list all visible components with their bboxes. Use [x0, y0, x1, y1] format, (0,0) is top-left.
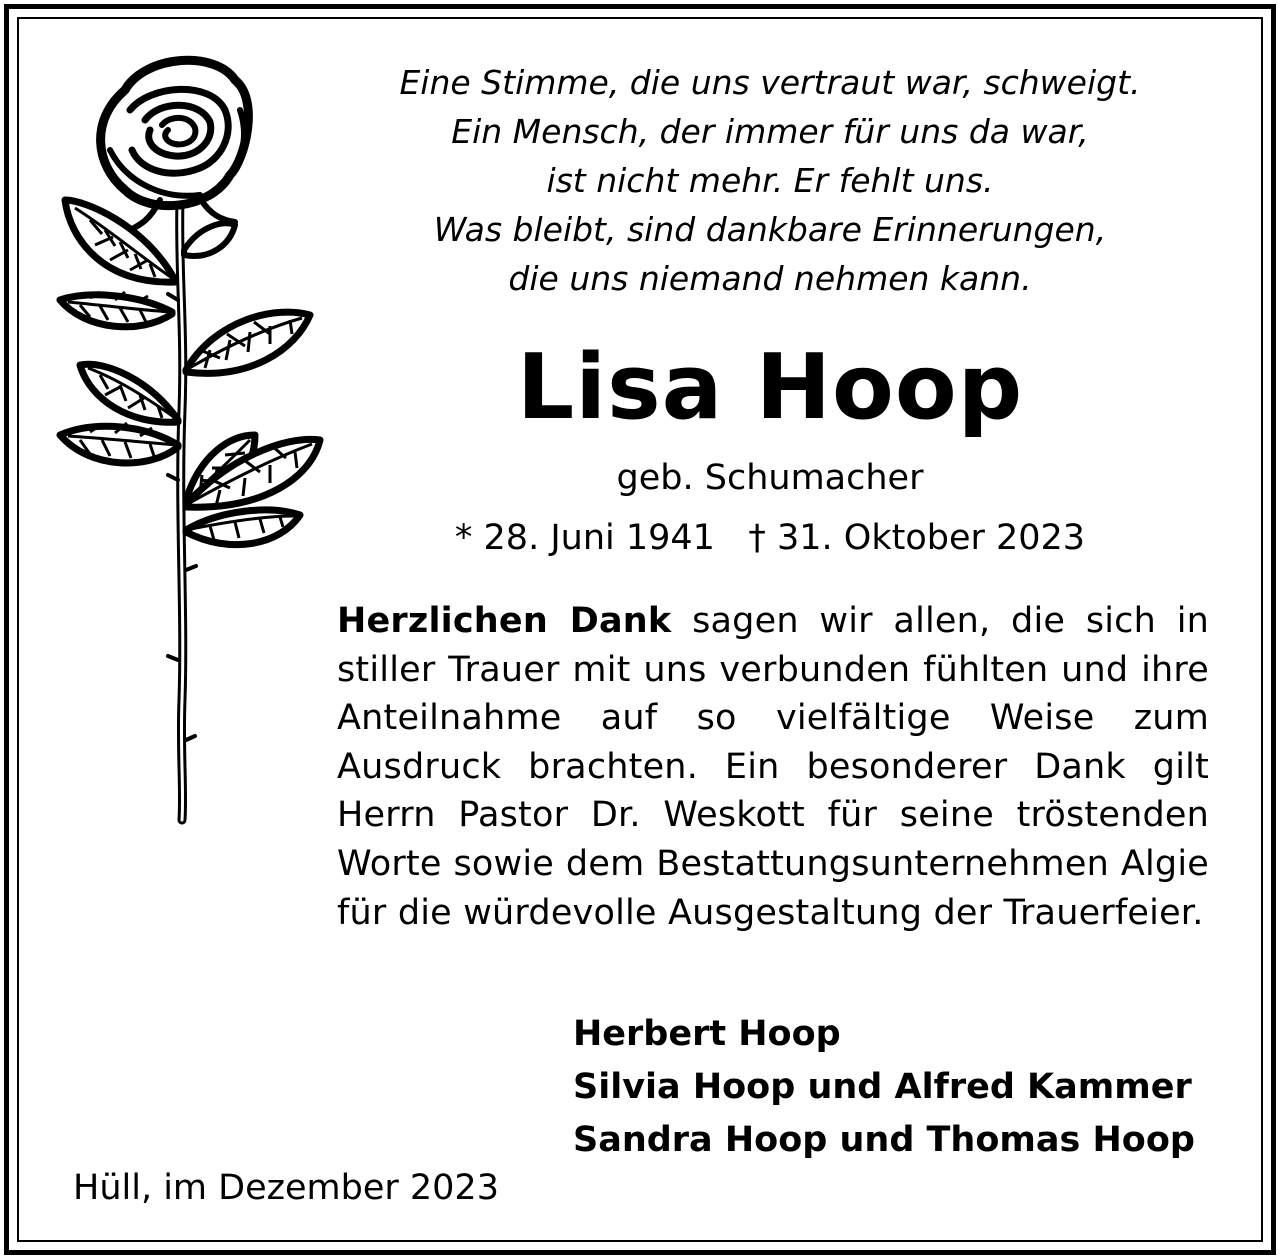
- signer: Sandra Hoop und Thomas Hoop: [573, 1120, 1195, 1160]
- poem-line: Was bleibt, sind dankbare Erinnerungen,: [433, 210, 1107, 249]
- birth-date: * 28. Juni 1941: [454, 518, 715, 558]
- signers: [573, 1008, 1195, 1167]
- thanks-text: sagen wir allen, die sich in stiller Trauer mit uns verbunden fühlten und ihre Anteilnahme auf so vielfältige Weise zum Ausdruck brachten. Ein besonderer Dank gilt Herrn Pastor Dr. Weskott für seine tröstenden Worte sowie dem Bestattungsunternehmen Algie für die würdevolle Ausgestaltung der Trauerfeier.: [337, 601, 1209, 933]
- thanks-paragraph: [337, 597, 1209, 937]
- maiden-name: geb. Schumacher: [616, 458, 924, 498]
- place-date: Hüll, im Dezember 2023: [73, 1168, 499, 1208]
- poem-line: die uns niemand nehmen kann.: [508, 259, 1032, 298]
- signer: Herbert Hoop: [573, 1014, 841, 1054]
- deceased-name: Lisa Hoop: [516, 335, 1024, 440]
- thanks-lead: Herzlichen Dank: [337, 601, 672, 641]
- life-dates: [330, 515, 1210, 561]
- signer: Silvia Hoop und Alfred Kammer: [573, 1067, 1192, 1107]
- poem-line: Eine Stimme, die uns vertraut war, schweigt.: [399, 63, 1141, 102]
- poem-line: ist nicht mehr. Er fehlt uns.: [546, 161, 994, 200]
- poem: [340, 58, 1200, 303]
- rose-illustration-icon: [50, 50, 340, 840]
- poem-line: Ein Mensch, der immer für uns da war,: [451, 112, 1089, 151]
- death-date: † 31. Oktober 2023: [748, 518, 1086, 558]
